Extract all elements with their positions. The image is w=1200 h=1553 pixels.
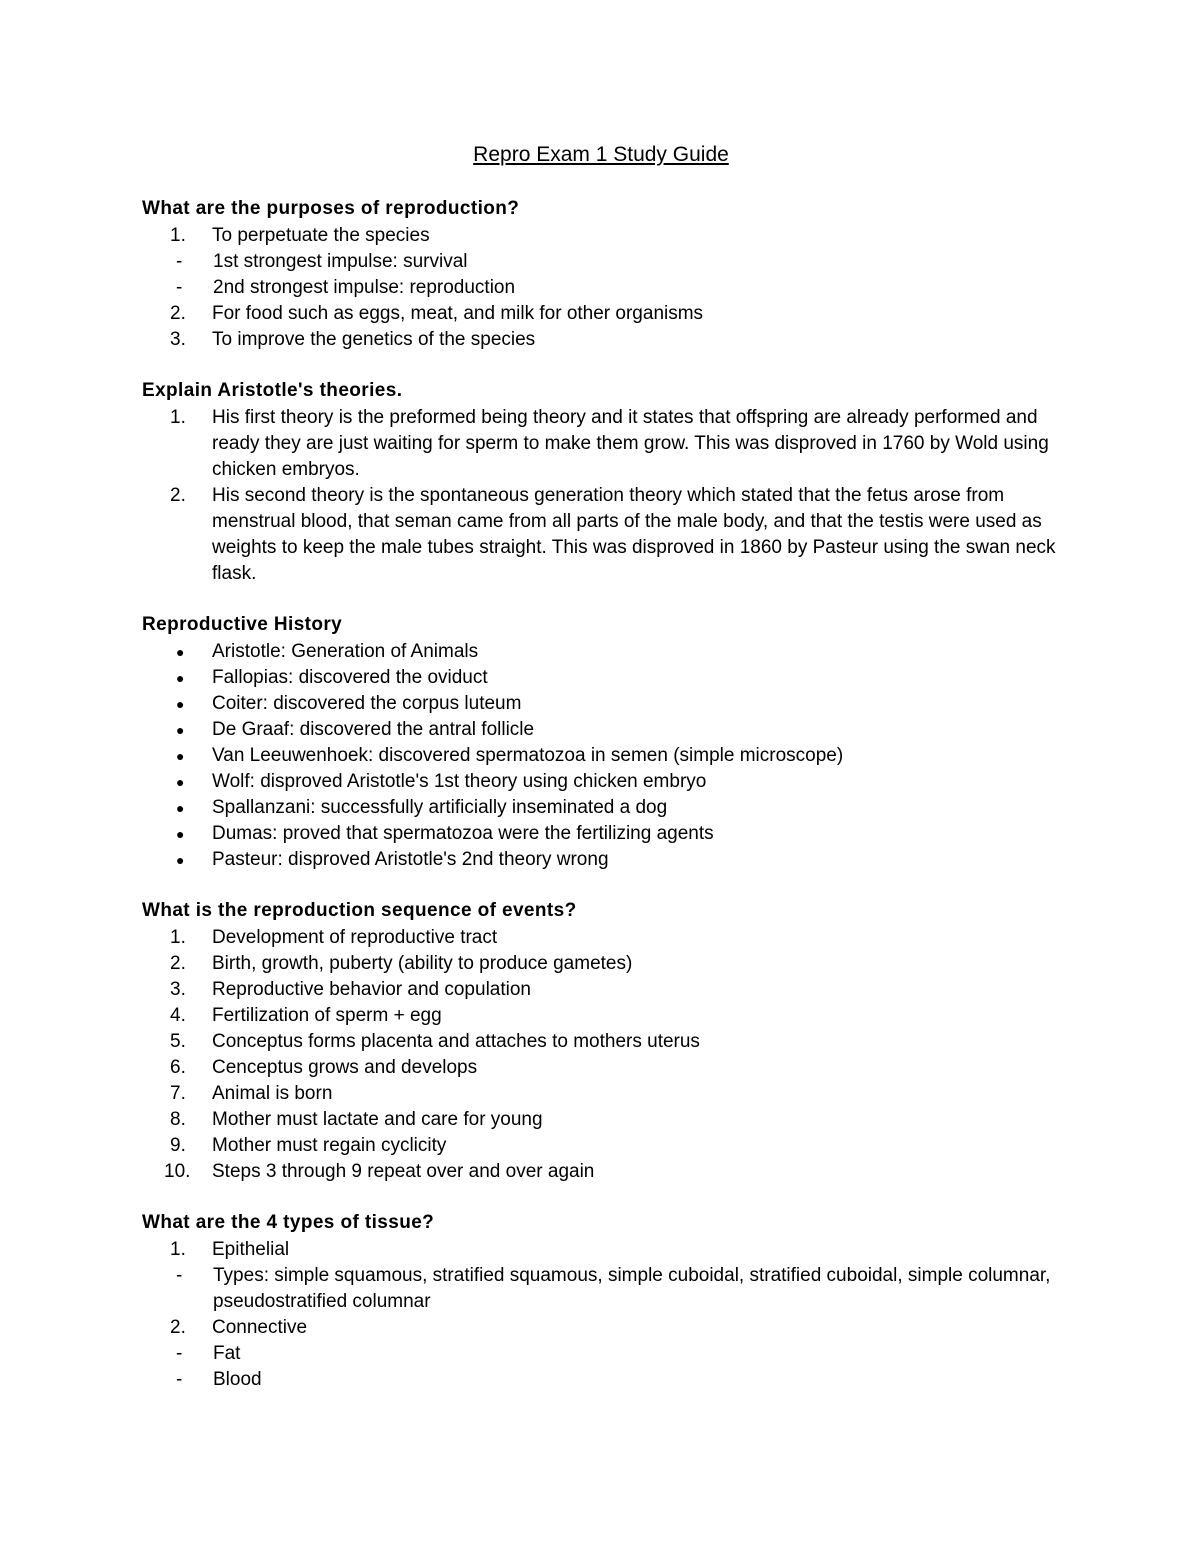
- list-number: 2.: [170, 485, 186, 506]
- list-item-text: His first theory is the preformed being theory and it states that offspring are already performed and ready they are just waiting for sperm to make them grow. This was disproved in 1760 by Wold using chicken embryos.: [212, 407, 1049, 480]
- list-item: [142, 951, 1060, 977]
- list-item: [142, 223, 1060, 249]
- list-item: [142, 1237, 1060, 1263]
- list-item-text: For food such as eggs, meat, and milk for other organisms: [212, 303, 704, 324]
- page-title: Repro Exam 1 Study Guide: [473, 143, 729, 166]
- bullet-marker: ●: [176, 670, 185, 686]
- list-number: 7.: [170, 1083, 186, 1104]
- section: [142, 195, 1060, 353]
- list-number: 3.: [170, 329, 186, 350]
- list-item: [142, 1107, 1060, 1133]
- list-number: 1.: [170, 1239, 186, 1260]
- sub-list-item: [142, 249, 1060, 275]
- list-item: [142, 327, 1060, 353]
- list-item: [142, 743, 1060, 769]
- dash-marker: -: [176, 277, 183, 298]
- sub-list-item: [142, 1367, 1060, 1393]
- list-item-text: Development of reproductive tract: [212, 927, 498, 948]
- list: [142, 639, 1060, 873]
- sublist: [142, 1263, 1060, 1315]
- list-item: [142, 691, 1060, 717]
- sub-list-item-text: 2nd strongest impulse: reproduction: [213, 277, 516, 298]
- sub-list-item-text: Blood: [213, 1369, 262, 1390]
- list-number: 10.: [164, 1161, 191, 1182]
- sublist: [142, 1341, 1060, 1393]
- list-item: [142, 821, 1060, 847]
- list-item-text: Connective: [212, 1317, 308, 1338]
- list-number: 3.: [170, 979, 186, 1000]
- list-number: 1.: [170, 225, 186, 246]
- sub-list-item-text: 1st strongest impulse: survival: [213, 251, 468, 272]
- list-item: [142, 405, 1060, 483]
- section: [142, 377, 1060, 587]
- bullet-marker: ●: [176, 774, 185, 790]
- dash-marker: -: [176, 251, 183, 272]
- dash-marker: -: [176, 1343, 183, 1364]
- list-item-text: Epithelial: [212, 1239, 290, 1260]
- list-item: [142, 1315, 1060, 1341]
- list-item-text: Mother must lactate and care for young: [212, 1109, 543, 1130]
- list-item-text: Cenceptus grows and develops: [212, 1057, 478, 1078]
- sub-list-item: [142, 1341, 1060, 1367]
- list-number: 4.: [170, 1005, 186, 1026]
- list-item: [142, 1029, 1060, 1055]
- list-number: 2.: [170, 1317, 186, 1338]
- bullet-marker: ●: [176, 826, 185, 842]
- dash-marker: -: [176, 1369, 183, 1390]
- list-item: [142, 795, 1060, 821]
- list-item: [142, 717, 1060, 743]
- list-item: [142, 769, 1060, 795]
- sublist-wrapper: [142, 1341, 1060, 1393]
- list-item: [142, 925, 1060, 951]
- bullet-marker: ●: [176, 748, 185, 764]
- list: [142, 1237, 1060, 1393]
- list-item-text: Coiter: discovered the corpus luteum: [212, 693, 522, 714]
- list-item-text: Aristotle: Generation of Animals: [212, 641, 479, 662]
- list-item-text: Steps 3 through 9 repeat over and over again: [212, 1161, 595, 1182]
- list-item-text: Van Leeuwenhoek: discovered spermatozoa in semen (simple microscope): [212, 745, 844, 766]
- dash-marker: -: [176, 1265, 183, 1286]
- section: [142, 1209, 1060, 1393]
- list-item-text: To perpetuate the species: [212, 225, 430, 246]
- list-item-text: Pasteur: disproved Aristotle's 2nd theory wrong: [212, 849, 609, 870]
- section-heading: Explain Aristotle's theories.: [142, 380, 403, 401]
- list-item-text: Dumas: proved that spermatozoa were the fertilizing agents: [212, 823, 714, 844]
- list-item-text: Birth, growth, puberty (ability to produce gametes): [212, 953, 633, 974]
- list-number: 9.: [170, 1135, 186, 1156]
- list: [142, 405, 1060, 587]
- list-item: [142, 301, 1060, 327]
- sub-list-item: [142, 1263, 1060, 1315]
- list-item: [142, 1081, 1060, 1107]
- section-heading: What are the 4 types of tissue?: [142, 1212, 435, 1233]
- sub-list-item-text: Fat: [213, 1343, 241, 1364]
- list-item-text: Mother must regain cyclicity: [212, 1135, 447, 1156]
- section-heading: What are the purposes of reproduction?: [142, 198, 520, 219]
- list-item: [142, 847, 1060, 873]
- sublist-wrapper: [142, 249, 1060, 301]
- list-item: [142, 665, 1060, 691]
- list-number: 6.: [170, 1057, 186, 1078]
- section-heading: What is the reproduction sequence of events?: [142, 900, 577, 921]
- list-item-text: His second theory is the spontaneous generation theory which stated that the fetus arose from menstrual blood, that seman came from all parts of the male body, and that the testis were used as weights to keep the male tubes straight. This was disproved in 1860 by Pasteur using the swan neck flask.: [212, 485, 1056, 584]
- list-item: [142, 483, 1060, 587]
- sublist-wrapper: [142, 1263, 1060, 1315]
- sub-list-item: [142, 275, 1060, 301]
- sub-list-item-text: Types: simple squamous, stratified squamous, simple cuboidal, stratified cuboidal, simple columnar, pseudostratified columnar: [213, 1265, 1051, 1312]
- document-body: [142, 195, 1060, 1393]
- list-item: [142, 1055, 1060, 1081]
- sublist: [142, 249, 1060, 301]
- list-item-text: Reproductive behavior and copulation: [212, 979, 531, 1000]
- list-item: [142, 1003, 1060, 1029]
- list-number: 1.: [170, 407, 186, 428]
- list-number: 1.: [170, 927, 186, 948]
- list-number: 2.: [170, 953, 186, 974]
- list-item: [142, 977, 1060, 1003]
- list-item: [142, 1133, 1060, 1159]
- bullet-marker: ●: [176, 722, 185, 738]
- bullet-marker: ●: [176, 644, 185, 660]
- section: [142, 611, 1060, 873]
- list-item: [142, 639, 1060, 665]
- list-item-text: Wolf: disproved Aristotle's 1st theory using chicken embryo: [212, 771, 707, 792]
- list-item-text: De Graaf: discovered the antral follicle: [212, 719, 535, 740]
- bullet-marker: ●: [176, 852, 185, 868]
- list: [142, 223, 1060, 353]
- list-item-text: Spallanzani: successfully artificially inseminated a dog: [212, 797, 668, 818]
- list-number: 8.: [170, 1109, 186, 1130]
- section: [142, 897, 1060, 1185]
- list-item-text: To improve the genetics of the species: [212, 329, 536, 350]
- bullet-marker: ●: [176, 800, 185, 816]
- list-item: [142, 1159, 1060, 1185]
- list-item-text: Animal is born: [212, 1083, 333, 1104]
- list-number: 5.: [170, 1031, 186, 1052]
- list-item-text: Conceptus forms placenta and attaches to mothers uterus: [212, 1031, 700, 1052]
- list-item-text: Fallopias: discovered the oviduct: [212, 667, 488, 688]
- bullet-marker: ●: [176, 696, 185, 712]
- list-number: 2.: [170, 303, 186, 324]
- list: [142, 925, 1060, 1185]
- list-item-text: Fertilization of sperm + egg: [212, 1005, 442, 1026]
- section-heading: Reproductive History: [142, 614, 343, 635]
